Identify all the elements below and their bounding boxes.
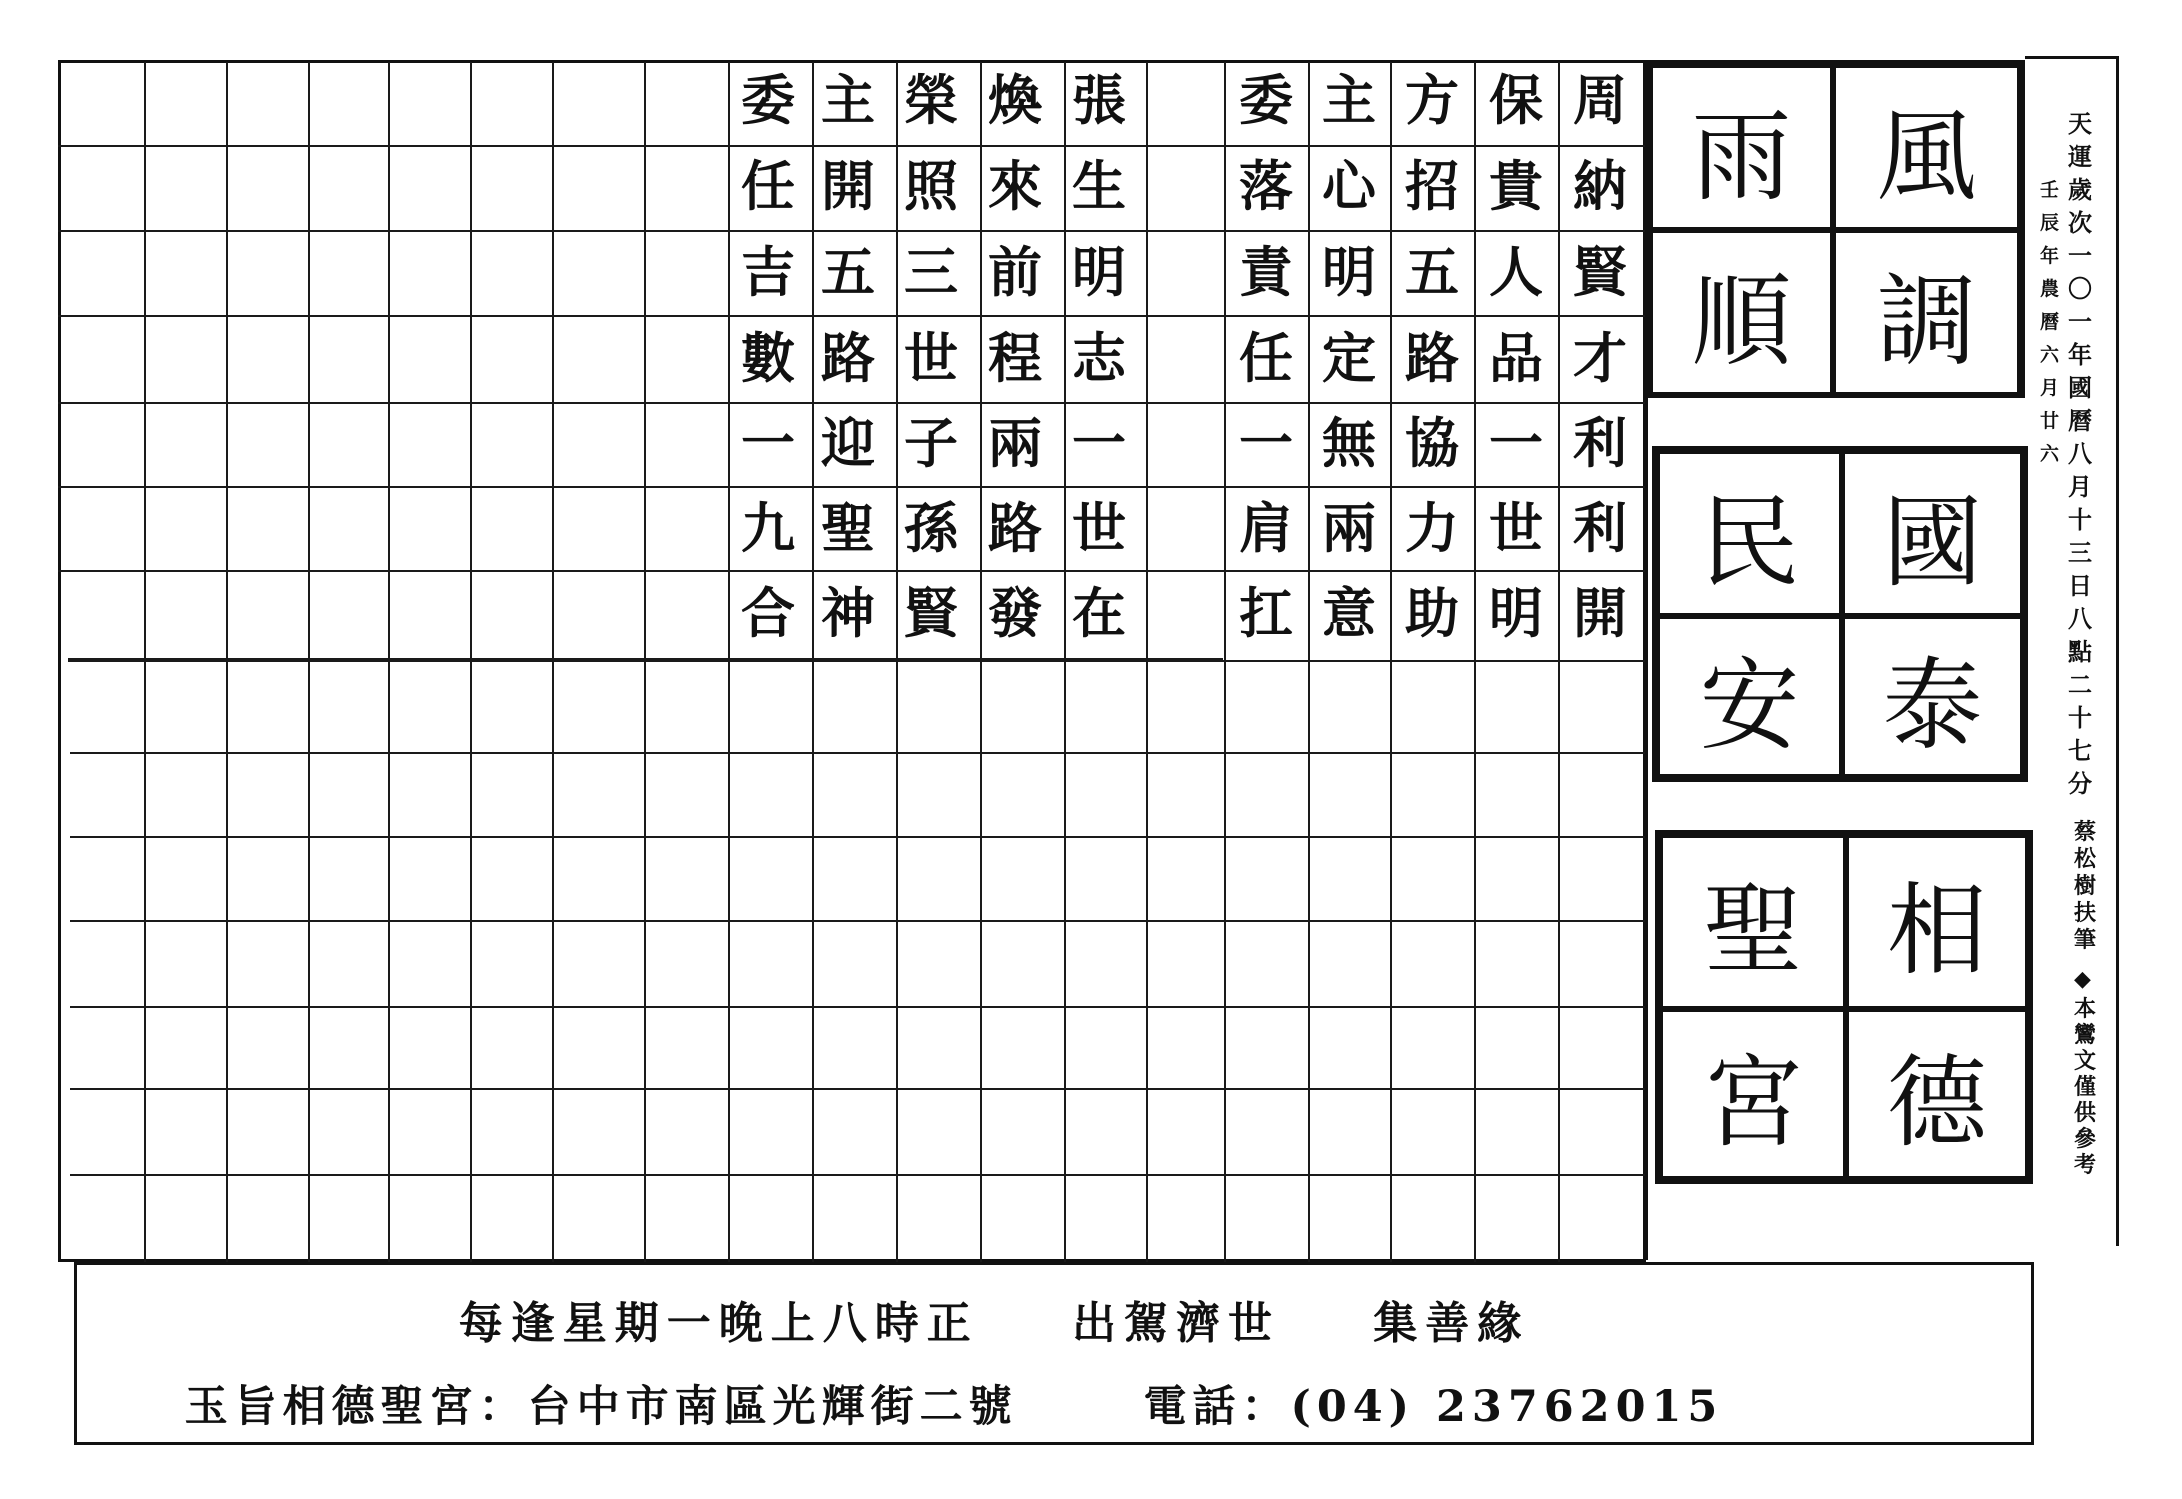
date-main-char: 八 xyxy=(2068,604,2092,633)
date-main-char: 一 xyxy=(2068,307,2092,336)
verse-char: 世 xyxy=(1072,496,1126,560)
verse-char: 利 xyxy=(1573,496,1627,560)
grid-line xyxy=(70,836,1646,838)
date-lunar-char: 辰 xyxy=(2040,212,2060,234)
verse-char: 聖 xyxy=(821,496,875,560)
disclaimer-char: 參 xyxy=(2074,1126,2097,1152)
grid-line xyxy=(144,62,146,1262)
footer-box xyxy=(74,1262,2034,1445)
verse-char: 生 xyxy=(1072,154,1126,218)
verse-char: 協 xyxy=(1405,411,1459,475)
panel-char: 安 xyxy=(1657,616,1842,777)
verse-char: 三 xyxy=(904,240,958,304)
date-main-char: 點 xyxy=(2068,637,2092,666)
verse-char: 孫 xyxy=(904,496,958,560)
verse-char: 一 xyxy=(1239,411,1293,475)
panel-guo-tai-min-an xyxy=(1652,446,2028,782)
verse-char: 在 xyxy=(1072,581,1126,645)
verse-char: 意 xyxy=(1322,581,1376,645)
panel-char: 民 xyxy=(1657,451,1842,616)
date-main-char: 月 xyxy=(2068,472,2092,501)
verse-char: 路 xyxy=(1405,326,1459,390)
disclaimer-char: 鸞 xyxy=(2074,1022,2097,1048)
date-main-char: 次 xyxy=(2068,208,2092,237)
date-main-char: 分 xyxy=(2068,769,2092,798)
disclaimer-char: 考 xyxy=(2074,1152,2097,1178)
verse-char: 合 xyxy=(741,581,795,645)
verse-char: 主 xyxy=(1322,68,1376,132)
scribe-char: 蔡 xyxy=(2074,819,2097,845)
panel-char: 泰 xyxy=(1842,616,2023,777)
date-lunar-char: 年 xyxy=(2040,245,2060,267)
panel-char: 德 xyxy=(1846,1009,2028,1179)
panel-char: 聖 xyxy=(1660,835,1846,1009)
verse-char: 扛 xyxy=(1239,581,1293,645)
verse-char: 九 xyxy=(741,496,795,560)
verse-char: 利 xyxy=(1573,411,1627,475)
grid-line xyxy=(644,62,646,1262)
verse-char: 路 xyxy=(821,326,875,390)
verse-char: 照 xyxy=(904,154,958,218)
verse-char: 周 xyxy=(1573,68,1627,132)
verse-char: 來 xyxy=(988,154,1042,218)
verse-char: 納 xyxy=(1573,154,1627,218)
date-main-char: 〇 xyxy=(2068,274,2092,303)
dateline-column-border xyxy=(2116,56,2119,1246)
verse-char: 數 xyxy=(741,326,795,390)
verse-char: 力 xyxy=(1405,496,1459,560)
grid-line xyxy=(226,62,228,1262)
verse-char: 吉 xyxy=(741,240,795,304)
footer-schedule: 每逢星期一晚上八時正 出駕濟世 集善緣 xyxy=(458,1298,1530,1349)
verse-char: 貴 xyxy=(1489,154,1543,218)
date-main-char: 二 xyxy=(2068,670,2092,699)
scribe-char: 扶 xyxy=(2074,900,2097,926)
verse-char: 前 xyxy=(988,240,1042,304)
grid-line xyxy=(470,62,472,1262)
panel-char: 宮 xyxy=(1660,1009,1846,1179)
panel-char: 風 xyxy=(1833,65,2020,230)
grid-line xyxy=(70,920,1646,922)
verse-char: 志 xyxy=(1072,326,1126,390)
date-main-char: 八 xyxy=(2068,439,2092,468)
verse-char: 明 xyxy=(1322,240,1376,304)
verse-char: 子 xyxy=(904,411,958,475)
verse-char: 張 xyxy=(1072,68,1126,132)
date-main-char: 日 xyxy=(2068,571,2092,600)
date-lunar-char: 曆 xyxy=(2040,311,2060,333)
verse-char: 無 xyxy=(1322,411,1376,475)
scribe-char: 筆 xyxy=(2074,927,2097,953)
date-main-char: 運 xyxy=(2068,142,2092,171)
date-main-char: 三 xyxy=(2068,538,2092,567)
date-lunar-char: 月 xyxy=(2040,377,2060,399)
panel-char: 調 xyxy=(1833,230,2020,395)
date-main-char: 七 xyxy=(2068,736,2092,765)
date-lunar-char: 壬 xyxy=(2040,179,2060,201)
verse-char: 招 xyxy=(1405,154,1459,218)
footer-address: 玉旨相德聖宮：台中市南區光輝街二號 電話：(04) 23762015 xyxy=(184,1382,1724,1432)
verse-char: 神 xyxy=(821,581,875,645)
grid-line xyxy=(70,752,1646,754)
verse-char: 肩 xyxy=(1239,496,1293,560)
grid-line xyxy=(70,1088,1646,1090)
grid-line xyxy=(68,658,1223,662)
right-column-border xyxy=(1645,60,1648,1260)
verse-char: 人 xyxy=(1489,240,1543,304)
verse-char: 一 xyxy=(1489,411,1543,475)
grid-line xyxy=(308,62,310,1262)
verse-char: 世 xyxy=(1489,496,1543,560)
verse-char: 五 xyxy=(1405,240,1459,304)
grid-line xyxy=(1146,62,1148,1262)
disclaimer-char: ◆ xyxy=(2074,966,2091,992)
verse-char: 賢 xyxy=(904,581,958,645)
panel-xiang-de-sheng-gong xyxy=(1655,830,2033,1184)
verse-char: 助 xyxy=(1405,581,1459,645)
grid-line xyxy=(70,1174,1646,1176)
verse-char: 定 xyxy=(1322,326,1376,390)
panel-char: 相 xyxy=(1846,835,2028,1009)
date-lunar-char: 六 xyxy=(2040,443,2060,465)
date-lunar-char: 六 xyxy=(2040,344,2060,366)
date-main-char: 十 xyxy=(2068,505,2092,534)
verse-char: 明 xyxy=(1489,581,1543,645)
date-main-char: 一 xyxy=(2068,241,2092,270)
verse-char: 才 xyxy=(1573,326,1627,390)
verse-char: 方 xyxy=(1405,68,1459,132)
verse-char: 兩 xyxy=(1322,496,1376,560)
panel-char: 國 xyxy=(1842,451,2023,616)
grid-line xyxy=(552,62,554,1262)
verse-char: 心 xyxy=(1322,154,1376,218)
verse-char: 世 xyxy=(904,326,958,390)
date-main-char: 國 xyxy=(2068,373,2092,402)
date-main-char: 年 xyxy=(2068,340,2092,369)
verse-char: 一 xyxy=(1072,411,1126,475)
verse-char: 委 xyxy=(1239,68,1293,132)
verse-char: 程 xyxy=(988,326,1042,390)
verse-char: 兩 xyxy=(988,411,1042,475)
disclaimer-char: 文 xyxy=(2074,1048,2097,1074)
verse-char: 路 xyxy=(988,496,1042,560)
verse-char: 品 xyxy=(1489,326,1543,390)
grid-line xyxy=(1223,660,1646,662)
verse-char: 任 xyxy=(1239,326,1293,390)
verse-char: 五 xyxy=(821,240,875,304)
date-lunar-char: 廿 xyxy=(2040,410,2060,432)
verse-char: 迎 xyxy=(821,411,875,475)
date-lunar-char: 農 xyxy=(2040,278,2060,300)
verse-char: 賢 xyxy=(1573,240,1627,304)
date-main-char: 歲 xyxy=(2068,175,2092,204)
verse-char: 主 xyxy=(821,68,875,132)
verse-char: 開 xyxy=(1573,581,1627,645)
grid-line xyxy=(70,1006,1646,1008)
disclaimer-char: 僅 xyxy=(2074,1074,2097,1100)
verse-char: 煥 xyxy=(988,68,1042,132)
verse-char: 落 xyxy=(1239,154,1293,218)
disclaimer-char: 供 xyxy=(2074,1100,2097,1126)
verse-char: 保 xyxy=(1489,68,1543,132)
panel-feng-tiao-yu-shun xyxy=(1645,60,2025,398)
verse-char: 委 xyxy=(741,68,795,132)
verse-char: 發 xyxy=(988,581,1042,645)
disclaimer-char: 本 xyxy=(2074,996,2097,1022)
verse-char: 榮 xyxy=(904,68,958,132)
date-main-char: 十 xyxy=(2068,703,2092,732)
verse-char: 一 xyxy=(741,411,795,475)
verse-char: 明 xyxy=(1072,240,1126,304)
grid-line xyxy=(388,62,390,1262)
verse-char: 開 xyxy=(821,154,875,218)
date-main-char: 天 xyxy=(2068,109,2092,138)
date-main-char: 曆 xyxy=(2068,406,2092,435)
scribe-char: 松 xyxy=(2074,846,2097,872)
verse-char: 責 xyxy=(1239,240,1293,304)
panel-char: 雨 xyxy=(1650,65,1833,230)
panel-char: 順 xyxy=(1650,230,1833,395)
dateline-column-top xyxy=(2025,56,2119,59)
verse-char: 任 xyxy=(741,154,795,218)
scribe-char: 樹 xyxy=(2074,873,2097,899)
